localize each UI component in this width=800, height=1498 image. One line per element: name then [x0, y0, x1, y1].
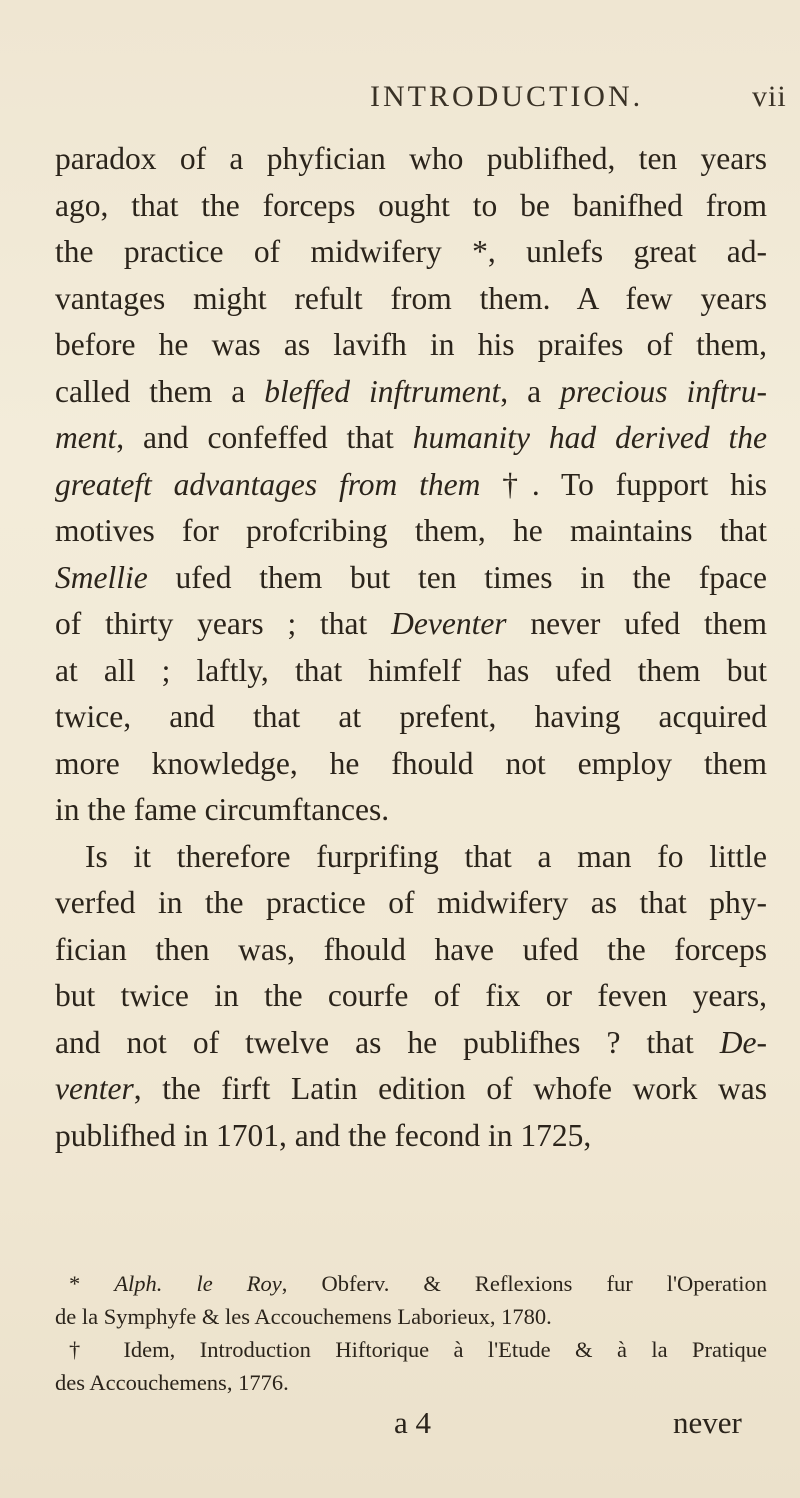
running-head: [0, 80, 800, 120]
text-line: [55, 1066, 767, 1113]
text-line: [55, 229, 767, 276]
italic-text: greateft advantages from them: [55, 466, 481, 502]
text-run: fician then was, fhould have ufed the forceps: [55, 931, 767, 967]
text-line: [55, 322, 767, 369]
footnote-line: [55, 1300, 767, 1333]
text-line: [55, 136, 767, 183]
text-run: never ufed them: [506, 606, 767, 641]
catchword: never: [673, 1405, 742, 1440]
text-run: *: [69, 1271, 115, 1296]
text-run: called them a: [55, 373, 265, 409]
text-line: [55, 508, 767, 555]
italic-text: Deventer: [391, 606, 507, 641]
italic-text: Alph. le Roy: [114, 1271, 282, 1296]
text-line: [55, 1113, 767, 1160]
italic-text: Smellie: [55, 559, 148, 595]
footnote-line: [55, 1333, 767, 1366]
text-line: [55, 369, 767, 416]
text-line: [55, 787, 767, 834]
text-run: Is it therefore furprifing that a man fo little: [85, 838, 767, 874]
text-run: vantages might refult from them. A few years: [55, 280, 767, 316]
footnotes: [55, 1267, 767, 1399]
text-run: verfed in the practice of midwifery as that phy-: [55, 885, 767, 920]
text-run: des Accouchemens, 1776.: [55, 1370, 289, 1395]
italic-text: De-: [719, 1024, 767, 1060]
signature-mark: a 4: [394, 1405, 432, 1440]
running-title: INTRODUCTION.: [370, 80, 644, 113]
text-line: [55, 694, 767, 741]
italic-text: precious inftru-: [560, 373, 767, 409]
text-run: at all ; laftly, that himfelf has ufed them but: [55, 652, 767, 688]
text-run: paradox of a phyfician who publifhed, ten years: [55, 141, 767, 176]
text-line: [55, 462, 767, 509]
text-line: [55, 276, 767, 323]
catchline: [0, 1405, 800, 1449]
text-run: the practice of midwifery *, unlefs great ad-: [55, 234, 767, 269]
text-run: † Idem, Introduction Hiftorique à l'Etude & à la Pratique: [69, 1337, 767, 1362]
text-line: [55, 741, 767, 788]
italic-text: humanity had derived the: [412, 420, 767, 455]
text-run: before he was as lavifh in his praifes of them,: [55, 327, 767, 362]
text-run: and not of twelve as he publifhes ? that: [55, 1024, 720, 1060]
text-run: of thirty years ; that: [55, 606, 392, 641]
text-line: [55, 1020, 767, 1067]
text-line: [55, 601, 767, 648]
text-run: , and confeffed that: [116, 420, 413, 455]
footnote-line: [55, 1267, 767, 1300]
text-line: [55, 555, 767, 602]
italic-text: bleffed inftrument: [264, 373, 501, 409]
text-line: [55, 880, 767, 927]
text-line: [55, 834, 767, 881]
text-run: but twice in the courfe of fix or feven years,: [55, 978, 767, 1013]
text-run: , the firft Latin edition of whofe work was: [133, 1071, 767, 1106]
text-line: [55, 183, 767, 230]
footnote-line: [55, 1366, 767, 1399]
body-text: [55, 136, 767, 1159]
page-number: vii: [752, 80, 787, 113]
italic-text: ment: [55, 420, 117, 455]
text-line: [55, 973, 767, 1020]
text-run: , a: [500, 373, 561, 409]
text-run: , Obferv. & Reflexions fur l'Operation: [281, 1271, 767, 1296]
italic-text: venter: [55, 1071, 134, 1106]
text-run: in the fame circumftances.: [55, 792, 390, 827]
text-run: ago, that the forceps ought to be banifhed from: [55, 187, 767, 223]
text-run: †. To fupport his: [480, 466, 767, 502]
text-line: [55, 415, 767, 462]
text-run: motives for profcribing them, he maintains that: [55, 513, 767, 548]
text-run: ufed them but ten times in the fpace: [147, 559, 767, 595]
text-line: [55, 648, 767, 695]
text-line: [55, 927, 767, 974]
text-run: twice, and that at prefent, having acquired: [55, 699, 767, 734]
text-run: more knowledge, he fhould not employ them: [55, 745, 767, 781]
text-run: publifhed in 1701, and the fecond in 1725,: [55, 1117, 592, 1153]
text-run: de la Symphyfe & les Accouchemens Laborieux, 1780.: [55, 1304, 552, 1329]
